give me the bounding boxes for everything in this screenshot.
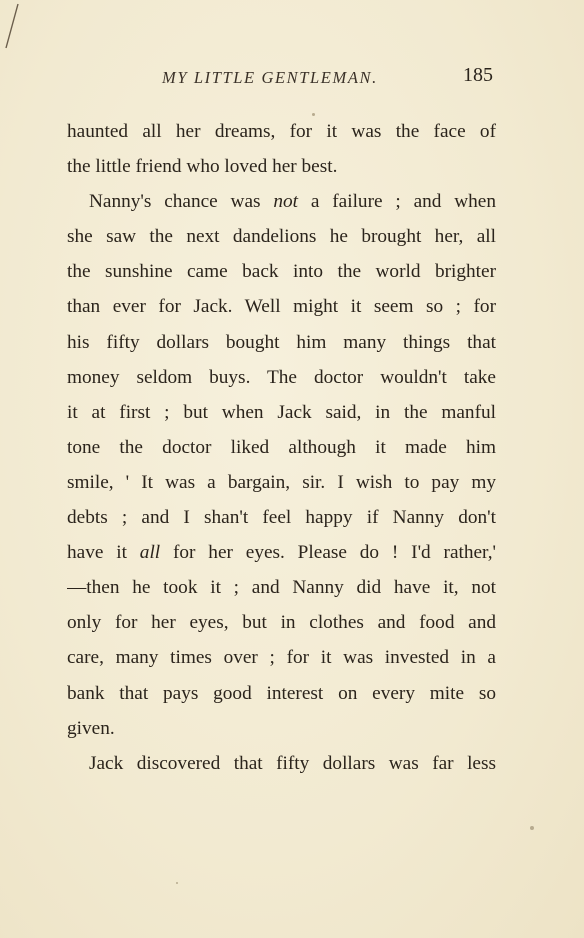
text-line: only for her eyes, but in clothes and food and — [67, 612, 496, 634]
text-line: tone the doctor liked although it made him — [67, 436, 496, 458]
paper-speck — [530, 826, 534, 830]
text-line: smile, ' It was a bargain, sir. I wish to pay my — [67, 471, 496, 493]
text-line-paragraph-start — [67, 184, 496, 219]
text-run: have it — [67, 542, 140, 564]
paper-speck — [176, 882, 178, 884]
text-line: his fifty dollars bought him many things that — [67, 331, 496, 353]
running-title: MY LITTLE GENTLEMAN. — [162, 68, 378, 87]
page-edge-mark — [2, 2, 24, 50]
text-line: it at first ; but when Jack said, in the manful — [67, 401, 496, 423]
text-run: Nanny's chance was — [89, 191, 274, 213]
text-line: the sunshine came back into the world brighter — [67, 261, 496, 283]
page-number: 185 — [463, 64, 493, 86]
text-line: debts ; and I shan't feel happy if Nanny don't — [67, 507, 496, 529]
text-line: —then he took it ; and Nanny did have it, not — [67, 577, 496, 599]
text-line — [67, 535, 496, 570]
text-run: for her eyes. Please do ! I'd rather,' — [160, 542, 496, 564]
text-line: the little friend who loved her best. — [67, 156, 338, 178]
text-run: a failure ; and when — [298, 191, 496, 213]
text-line-paragraph-start: Jack discovered that fifty dollars was far less — [89, 752, 496, 774]
text-line: bank that pays good interest on every mite so — [67, 682, 496, 704]
text-line: care, many times over ; for it was invested in a — [67, 647, 496, 669]
body-text — [67, 114, 496, 781]
italic-emphasis: not — [273, 191, 299, 213]
italic-emphasis: all — [139, 542, 161, 564]
text-line: money seldom buys. The doctor wouldn't take — [67, 366, 496, 388]
text-line: haunted all her dreams, for it was the face of — [67, 121, 496, 142]
text-line: she saw the next dandelions he brought her, all — [67, 226, 496, 248]
running-head — [0, 64, 584, 94]
text-line: given. — [67, 717, 115, 739]
paper-speck — [312, 113, 315, 116]
text-line: than ever for Jack. Well might it seem so ; for — [67, 296, 496, 318]
